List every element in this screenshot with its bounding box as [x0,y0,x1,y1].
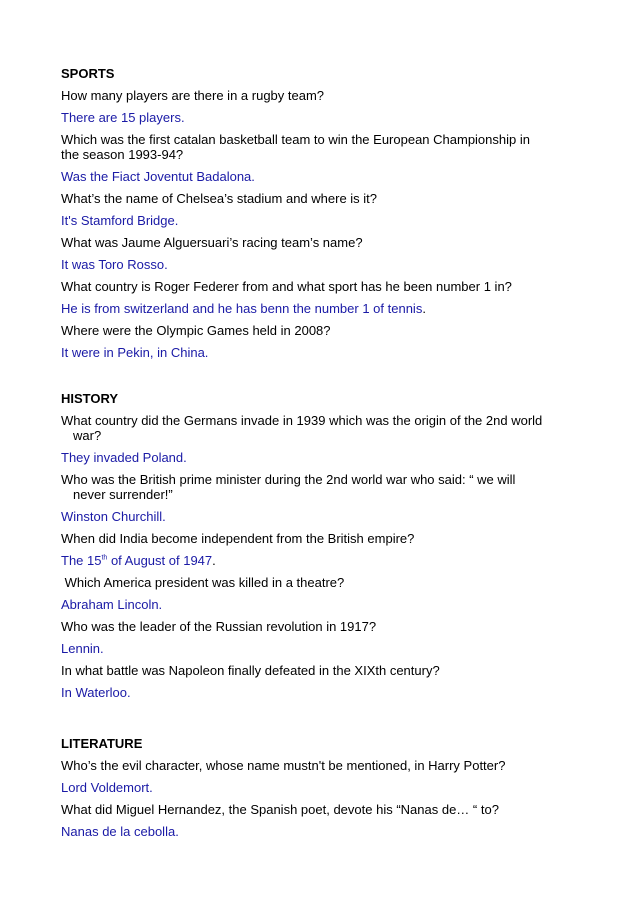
sports-answer-5-text: He is from switzerland and he has benn the number 1 of tennis [61,301,423,316]
history-question-2-line-1: Who was the British prime minister during the 2nd world war who said: “ we will [61,472,516,487]
history-question-4: Which America president was killed in a theatre? [61,575,345,590]
literature-heading: LITERATURE [61,736,143,751]
sports-answer-5: He is from switzerland and he has benn the number 1 of tennis. [61,301,426,316]
history-answer-3-pre: The 15 [61,553,102,568]
literature-answer-2: Nanas de la cebolla. [61,824,179,839]
history-heading: HISTORY [61,391,119,406]
sports-question-5: What country is Roger Federer from and what sport has he been number 1 in? [61,279,512,294]
sports-answer-3: It's Stamford Bridge. [61,213,179,228]
sports-section [61,66,581,367]
literature-answer-1: Lord Voldemort. [61,780,153,795]
sports-question-6: Where were the Olympic Games held in 2008? [61,323,331,338]
literature-question-1: Who’s the evil character, whose name mustn't be mentioned, in Harry Potter? [61,758,506,773]
sports-question-1: How many players are there in a rugby team? [61,88,325,103]
sports-answer-4: It was Toro Rosso. [61,257,168,272]
literature-question-2: What did Miguel Hernandez, the Spanish poet, devote his “Nanas de… “ to? [61,802,499,817]
sports-question-3: What’s the name of Chelsea’s stadium and where is it? [61,191,378,206]
history-answer-6: In Waterloo. [61,685,131,700]
sports-answer-2: Was the Fiact Joventut Badalona. [61,169,255,184]
sports-answer-6: It were in Pekin, in China. [61,345,209,360]
history-answer-2: Winston Churchill. [61,509,166,524]
history-question-1 [61,413,581,443]
sports-question-4: What was Jaume Alguersuari’s racing team’s name? [61,235,363,250]
sports-heading: SPORTS [61,66,115,81]
history-question-3: When did India become independent from the British empire? [61,531,415,546]
history-question-6: In what battle was Napoleon finally defeated in the XIXth century? [61,663,440,678]
history-answer-4: Abraham Lincoln. [61,597,163,612]
sports-question-2-line-2: the season 1993-94? [61,147,184,162]
history-answer-1: They invaded Poland. [61,450,187,465]
history-question-1-line-1: What country did the Germans invade in 1939 which was the origin of the 2nd world [61,413,543,428]
history-question-5: Who was the leader of the Russian revolution in 1917? [61,619,377,634]
history-answer-3-post: of August of 1947 [107,553,213,568]
history-answer-3: The 15th of August of 1947. [61,553,216,568]
history-question-2-line-2: never surrender!” [73,487,173,502]
history-answer-3-sup: th [101,554,108,562]
sports-answer-1: There are 15 players. [61,110,185,125]
literature-section [61,736,581,846]
history-section [61,391,581,707]
history-question-2 [61,472,581,502]
history-question-1-line-2: war? [73,428,102,443]
sports-question-2-line-1: Which was the first catalan basketball team to win the European Championship in [61,132,530,147]
sports-question-2 [61,132,581,162]
history-answer-5: Lennin. [61,641,104,656]
